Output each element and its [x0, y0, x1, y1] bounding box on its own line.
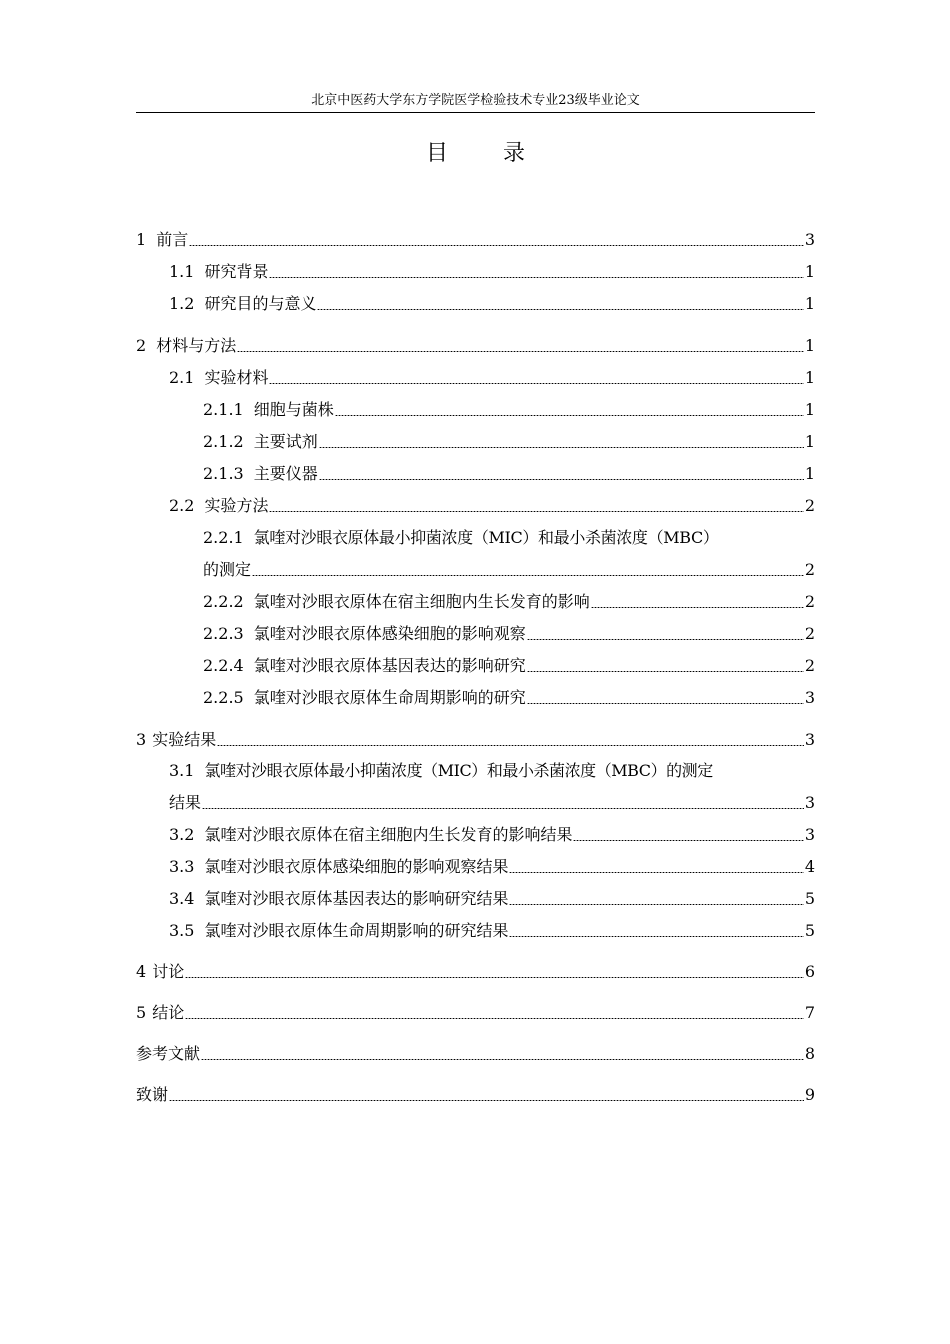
dot-leader — [269, 277, 803, 278]
toc-entry-label: 参考文献 — [136, 1044, 201, 1063]
toc-entry-page: 2 — [804, 656, 815, 675]
toc-entry-2-2-1-line2[interactable] — [203, 557, 815, 581]
toc-entry-label: 研究目的与意义 — [204, 294, 317, 313]
toc-entry-number: 1 — [136, 230, 147, 249]
toc-entry-label: 实验材料 — [204, 368, 269, 387]
toc-entry-label: 讨论 — [152, 962, 185, 981]
toc-entry-3-1-line2[interactable] — [169, 790, 815, 814]
toc-entry-number: 5 — [136, 1003, 147, 1022]
toc-entry-label: 氯喹对沙眼衣原体基因表达的影响研究 — [253, 656, 526, 675]
toc-entry-2-2[interactable] — [169, 493, 815, 517]
dot-leader — [252, 575, 804, 576]
toc-entry-1-2[interactable] — [169, 291, 815, 315]
dot-leader — [317, 309, 803, 310]
toc-entry-label: 研究背景 — [204, 262, 269, 281]
toc-entry-number: 3.1 — [169, 761, 195, 780]
toc-entry-page: 5 — [804, 889, 815, 908]
toc-entry-label: 氯喹对沙眼衣原体生命周期影响的研究结果 — [204, 921, 509, 940]
toc-entry-label: 氯喹对沙眼衣原体基因表达的影响研究结果 — [204, 889, 509, 908]
toc-entry-page: 1 — [804, 262, 815, 281]
toc-entry-number: 2.1.1 — [203, 400, 244, 419]
toc-entry-number: 2.1.2 — [203, 432, 244, 451]
toc-entry-label: 氯喹对沙眼衣原体最小抑菌浓度（MIC）和最小杀菌浓度（MBC）的测定 — [204, 761, 713, 780]
toc-entry-3-4[interactable] — [169, 886, 815, 910]
toc-entry-number: 2.1 — [169, 368, 195, 387]
toc-entry-page: 3 — [804, 730, 815, 749]
dot-leader — [335, 415, 804, 416]
dot-leader — [202, 808, 804, 809]
toc-entry-label: 氯喹对沙眼衣原体感染细胞的影响观察 — [253, 624, 526, 643]
toc-entry-number: 2.2.5 — [203, 688, 244, 707]
toc-entry-number: 2.2.3 — [203, 624, 244, 643]
toc-entry-page: 2 — [804, 624, 815, 643]
toc-entry-number: 3.5 — [169, 921, 195, 940]
toc-entry-3-2[interactable] — [169, 822, 815, 846]
toc-entry-number: 3 — [136, 730, 147, 749]
header-rule — [136, 112, 815, 113]
dot-leader — [319, 447, 804, 448]
toc-entry-page: 8 — [804, 1044, 815, 1063]
toc-entry-2-1-2[interactable] — [203, 429, 815, 453]
toc-entry-label: 致谢 — [136, 1085, 169, 1104]
toc-entry-3-3[interactable] — [169, 854, 815, 878]
toc-entry-page: 1 — [804, 368, 815, 387]
toc-entry-label: 氯喹对沙眼衣原体在宿主细胞内生长发育的影响结果 — [204, 825, 573, 844]
dot-leader — [573, 840, 803, 841]
toc-entry-page: 2 — [804, 496, 815, 515]
dot-leader — [527, 639, 804, 640]
toc-entry-number: 2 — [136, 336, 147, 355]
toc-entry-number: 2.2.1 — [203, 528, 244, 547]
toc-entry-2[interactable] — [136, 333, 815, 357]
dot-leader — [185, 1018, 804, 1019]
toc-entry-4[interactable] — [136, 959, 815, 983]
dot-leader — [591, 607, 804, 608]
toc-entry-number: 2.1.3 — [203, 464, 244, 483]
toc-entry-number: 2.2 — [169, 496, 195, 515]
toc-entry-2-1[interactable] — [169, 365, 815, 389]
toc-entry-label: 结论 — [152, 1003, 185, 1022]
toc-entry-label-continued: 结果 — [169, 793, 202, 812]
toc-entry-page: 3 — [804, 230, 815, 249]
toc-entry-label: 氯喹对沙眼衣原体生命周期影响的研究 — [253, 688, 526, 707]
toc-entry-page: 3 — [804, 688, 815, 707]
toc-entry-2-2-3[interactable] — [203, 621, 815, 645]
toc-entry-page: 4 — [804, 857, 815, 876]
toc-entry-2-2-4[interactable] — [203, 653, 815, 677]
toc-entry-page: 2 — [804, 592, 815, 611]
toc-entry-page: 2 — [804, 560, 815, 579]
dot-leader — [509, 872, 803, 873]
toc-entry-number: 3.2 — [169, 825, 195, 844]
toc-entry-label: 氯喹对沙眼衣原体感染细胞的影响观察结果 — [204, 857, 509, 876]
dot-leader — [185, 977, 804, 978]
running-header: 北京中医药大学东方学院医学检验技术专业23级毕业论文 — [311, 93, 640, 108]
toc-entry-3-1-line1[interactable] — [169, 758, 815, 782]
toc-entry-label: 实验方法 — [204, 496, 269, 515]
toc-entry-2-2-1-line1[interactable] — [203, 525, 815, 549]
toc-entry-3[interactable] — [136, 727, 815, 751]
dot-leader — [169, 1100, 804, 1101]
toc-entry-number: 3.3 — [169, 857, 195, 876]
toc-entry-page: 7 — [804, 1003, 815, 1022]
dot-leader — [269, 511, 803, 512]
toc-entry-label-continued: 的测定 — [203, 560, 252, 579]
toc-entry-number: 1.2 — [169, 294, 195, 313]
toc-entry-page: 3 — [804, 793, 815, 812]
toc-entry-2-1-3[interactable] — [203, 461, 815, 485]
toc-entry-page: 1 — [804, 464, 815, 483]
toc-entry-number: 1.1 — [169, 262, 195, 281]
toc-entry-2-2-5[interactable] — [203, 685, 815, 709]
toc-entry-number: 4 — [136, 962, 147, 981]
dot-leader — [237, 351, 804, 352]
toc-entry-label: 细胞与菌株 — [253, 400, 334, 419]
toc-entry-page: 6 — [804, 962, 815, 981]
dot-leader — [217, 745, 804, 746]
toc-entry-page: 1 — [804, 432, 815, 451]
toc-entry-2-1-1[interactable] — [203, 397, 815, 421]
toc-entry-page: 9 — [804, 1085, 815, 1104]
dot-leader — [319, 479, 804, 480]
toc-entry-2-2-2[interactable] — [203, 589, 815, 613]
toc-entry-acknowledgements[interactable] — [136, 1082, 815, 1106]
dot-leader — [509, 904, 803, 905]
toc-entry-label: 前言 — [156, 230, 189, 249]
toc-entry-label: 氯喹对沙眼衣原体最小抑菌浓度（MIC）和最小杀菌浓度（MBC） — [253, 528, 719, 547]
dot-leader — [509, 936, 803, 937]
toc-entry-1[interactable] — [136, 227, 815, 251]
toc-entry-label: 材料与方法 — [156, 336, 237, 355]
toc-entry-page: 1 — [804, 336, 815, 355]
toc-entry-number: 2.2.2 — [203, 592, 244, 611]
dot-leader — [527, 671, 804, 672]
dot-leader — [527, 703, 804, 704]
dot-leader — [269, 383, 803, 384]
toc-entry-page: 1 — [804, 294, 815, 313]
toc-entry-3-5[interactable] — [169, 918, 815, 942]
toc-entry-page: 1 — [804, 400, 815, 419]
toc-entry-label: 主要试剂 — [253, 432, 318, 451]
toc-entry-number: 3.4 — [169, 889, 195, 908]
toc-entry-label: 氯喹对沙眼衣原体在宿主细胞内生长发育的影响 — [253, 592, 590, 611]
toc-entry-number: 2.2.4 — [203, 656, 244, 675]
dot-leader — [189, 245, 804, 246]
toc-entry-references[interactable] — [136, 1041, 815, 1065]
toc-title: 目 录 — [426, 141, 549, 166]
dot-leader — [201, 1059, 804, 1060]
toc-entry-label: 主要仪器 — [253, 464, 318, 483]
toc-entry-5[interactable] — [136, 1000, 815, 1024]
toc-entry-page: 3 — [804, 825, 815, 844]
toc-entry-label: 实验结果 — [152, 730, 217, 749]
toc-entry-page: 5 — [804, 921, 815, 940]
toc-entry-1-1[interactable] — [169, 259, 815, 283]
